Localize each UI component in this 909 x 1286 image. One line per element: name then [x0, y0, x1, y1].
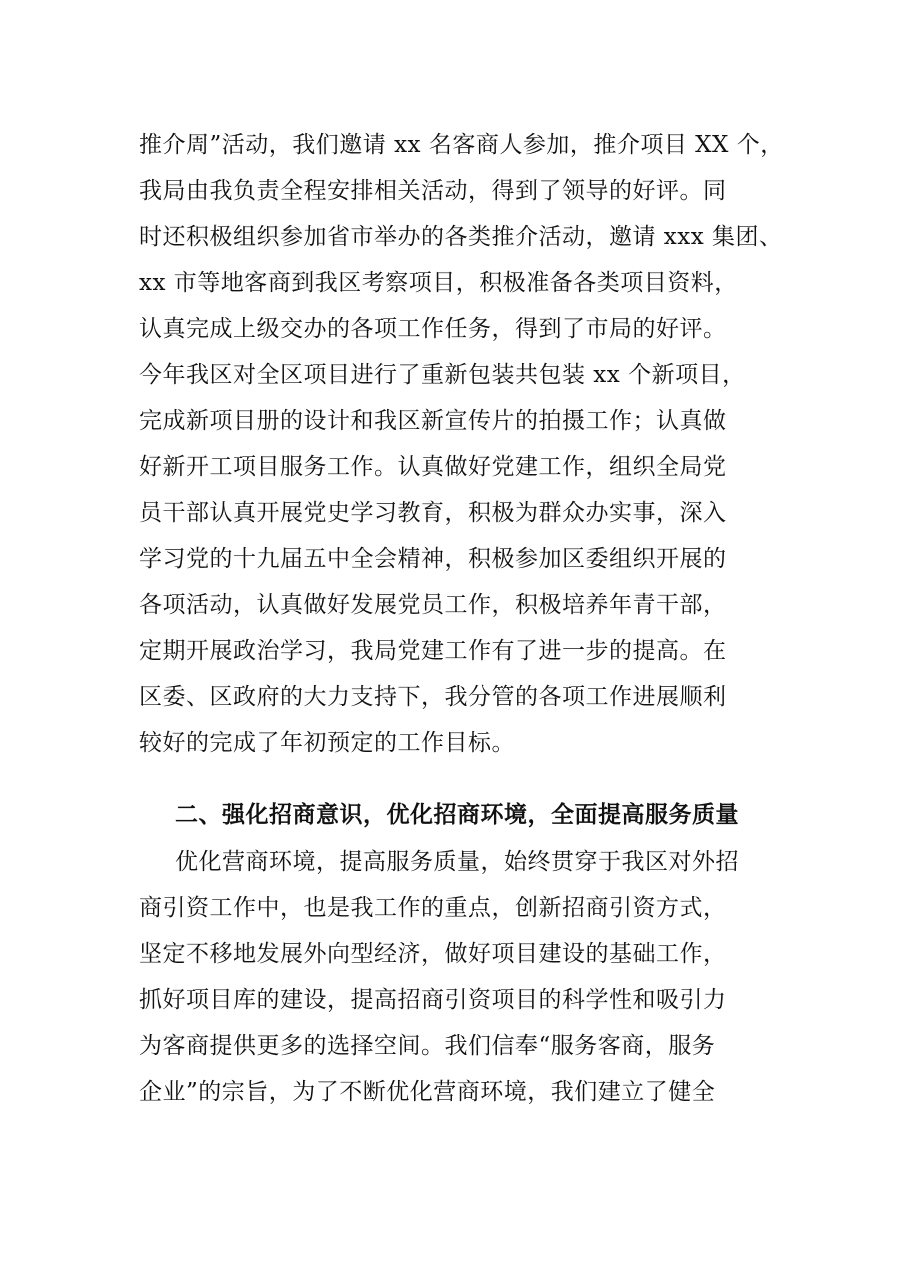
paragraph-1-line-6: 今年我区对全区项目进行了重新包装共包装 xx 个新项目，	[139, 362, 746, 388]
paragraph-1-line-4: xx 市等地客商到我区考察项目，积极准备各类项目资料，	[139, 270, 738, 296]
paragraph-2-line-2: 商引资工作中，也是我工作的重点，创新招商引资方式，	[139, 895, 727, 921]
paragraph-2-line-4: 抓好项目库的建设，提高招商引资项目的科学性和吸引力	[139, 987, 727, 1013]
paragraph-1-line-2: 我局由我负责全程安排相关活动，得到了领导的好评。同	[139, 178, 727, 204]
paragraph-2-line-6: 企业”的宗旨，为了不断优化营商环境，我们建立了健全	[139, 1079, 716, 1105]
paragraph-1-line-1: 推介周”活动，我们邀请 xx 名客商人参加，推介项目 XX 个，	[139, 132, 784, 158]
paragraph-1-line-10: 学习党的十九届五中全会精神，积极参加区委组织开展的	[139, 546, 727, 572]
paragraph-1-line-8: 好新开工项目服务工作。认真做好党建工作，组织全局党	[139, 454, 727, 480]
paragraph-2-line-3: 坚定不移地发展外向型经济，做好项目建设的基础工作，	[139, 941, 727, 967]
paragraph-1-line-11: 各项活动，认真做好发展党员工作，积极培养年青干部，	[139, 592, 727, 618]
paragraph-1-line-14: 较好的完成了年初预定的工作目标。	[139, 730, 515, 756]
paragraph-2-line-1: 优化营商环境，提高服务质量，始终贯穿于我区对外招	[175, 849, 739, 875]
paragraph-1-line-3: 时还积极组织参加省市举办的各类推介活动，邀请 xxx 集团、	[139, 224, 783, 250]
paragraph-1-line-12: 定期开展政治学习，我局党建工作有了进一步的提高。在	[139, 638, 727, 664]
paragraph-1-line-7: 完成新项目册的设计和我区新宣传片的拍摄工作；认真做	[139, 408, 727, 434]
paragraph-1-line-13: 区委、区政府的大力支持下，我分管的各项工作进展顺利	[139, 684, 727, 710]
paragraph-2-line-5: 为客商提供更多的选择空间。我们信奉“服务客商，服务	[139, 1033, 716, 1059]
paragraph-1-line-5: 认真完成上级交办的各项工作任务，得到了市局的好评。	[139, 316, 727, 342]
paragraph-1-line-9: 员干部认真开展党史学习教育，积极为群众办实事，深入	[139, 500, 727, 526]
section-heading: 二、强化招商意识，优化招商环境，全面提高服务质量	[175, 802, 739, 828]
